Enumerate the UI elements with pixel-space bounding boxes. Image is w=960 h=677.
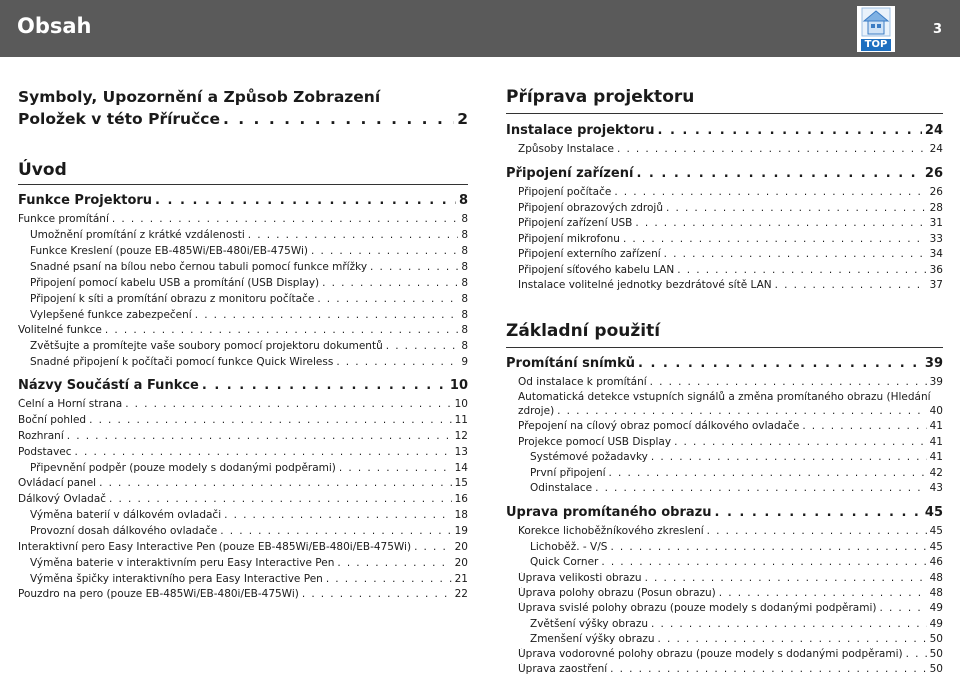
toc-entry[interactable]: Názvy Součástí a Funkce . . . 10 [18, 378, 468, 393]
toc-entry[interactable]: Dálkový Ovladač . . . 16 [18, 493, 468, 505]
toc-entry[interactable]: Odinstalace . . . 43 [530, 482, 943, 494]
toc-entry[interactable]: Instalace projektoru . . . 24 [506, 123, 943, 138]
toc-entry[interactable]: Provozní dosah dálkového ovladače . . . 19 [30, 525, 468, 537]
toc-entry[interactable]: Připojení zařízení USB . . . 31 [518, 217, 943, 229]
toc-entry[interactable]: Připojení externího zařízení . . . 34 [518, 248, 943, 260]
toc-entry[interactable]: Snadné psaní na bílou nebo černou tabuli pomocí funkce mřížky . . . 8 [30, 261, 468, 273]
page-title: Obsah [17, 14, 92, 38]
chapter-divider [506, 113, 943, 114]
toc-entry[interactable]: Zvětšení výšky obrazu . . . 49 [530, 618, 943, 630]
toc-entry[interactable]: Funkce Kreslení (pouze EB-485Wi/EB-480i/EB-475Wi) . . . 8 [30, 245, 468, 257]
toc-entry[interactable]: Snadné připojení k počítači pomocí funkce Quick Wireless . . . 9 [30, 356, 468, 368]
toc-entry[interactable]: Volitelné funkce . . . 8 [18, 324, 468, 336]
toc-entry[interactable]: Od instalace k promítání . . . 39 [518, 376, 943, 388]
top-button-label: TOP [861, 39, 891, 51]
page-number: 3 [932, 22, 942, 37]
home-icon [861, 7, 891, 37]
toc-entry[interactable]: Pouzdro na pero (pouze EB-485Wi/EB-480i/EB-475Wi) . . . 22 [18, 588, 468, 600]
toc-entry[interactable]: Instalace volitelné jednotky bezdrátové sítě LAN . . . 37 [518, 279, 943, 291]
toc-entry[interactable]: První připojení . . . 42 [530, 467, 943, 479]
toc-entry[interactable]: Umožnění promítání z krátké vzdálenosti . . . 8 [30, 229, 468, 241]
chapter-divider [18, 184, 468, 185]
toc-entry[interactable]: Položek v této Příručce . . . 2 [18, 110, 468, 128]
toc-entry[interactable]: Výměna baterie v interaktivním peru Easy Interactive Pen . . . 20 [30, 557, 468, 569]
toc-entry[interactable]: Symboly, Upozornění a Způsob Zobrazení [18, 88, 381, 106]
toc-entry[interactable]: Výměna špičky interaktivního pera Easy Interactive Pen . . . 21 [30, 573, 468, 585]
toc-entry[interactable]: Vylepšené funkce zabezpečení . . . 8 [30, 309, 468, 321]
toc-entry[interactable]: Výměna baterií v dálkovém ovladači . . . 18 [30, 509, 468, 521]
toc-entry[interactable]: Způsoby Instalace . . . 24 [518, 143, 943, 155]
toc-entry[interactable]: Úprava polohy obrazu (Posun obrazu) . . . 48 [518, 587, 943, 599]
toc-entry[interactable]: Úprava svislé polohy obrazu (pouze modely s dodanými podpěrami) . . . 49 [518, 602, 943, 614]
toc-entry[interactable]: Úprava promítaného obrazu . . . 45 [506, 505, 943, 520]
toc-entry[interactable]: Quick Corner . . . 46 [530, 556, 943, 568]
toc-entry[interactable]: Projekce pomocí USB Display . . . 41 [518, 436, 943, 448]
toc-entry[interactable]: Systémové požadavky . . . 41 [530, 451, 943, 463]
toc-entry[interactable]: Zmenšení výšky obrazu . . . 50 [530, 633, 943, 645]
toc-entry[interactable]: Čelní a Horní strana . . . 10 [18, 398, 468, 410]
toc-entry[interactable]: Připojení k síti a promítání obrazu z monitoru počítače . . . 8 [30, 293, 468, 305]
toc-entry[interactable]: zdroje) . . . 40 [518, 405, 943, 417]
toc-entry[interactable]: Úprava vodorovné polohy obrazu (pouze modely s dodanými podpěrami) . . . 50 [518, 648, 943, 660]
toc-entry[interactable]: Korekce lichoběžníkového zkreslení . . . 45 [518, 525, 943, 537]
toc-entry[interactable]: Lichoběž. - V/S . . . 45 [530, 541, 943, 553]
chapter-heading: Příprava projektoru [506, 87, 695, 107]
toc-entry[interactable]: Úprava velikosti obrazu . . . 48 [518, 572, 943, 584]
toc-entry[interactable]: Funkce Projektoru . . . 8 [18, 193, 468, 208]
toc-entry[interactable]: Připojení mikrofonu . . . 33 [518, 233, 943, 245]
chapter-divider [506, 347, 943, 348]
toc-entry[interactable]: Zvětšujte a promítejte vaše soubory pomocí projektoru dokumentů . . . 8 [30, 340, 468, 352]
toc-entry[interactable]: Připojení zařízení . . . 26 [506, 166, 943, 181]
toc-entry-line[interactable]: Automatická detekce vstupních signálů a změna promítaného obrazu (Hledání [518, 391, 931, 403]
chapter-heading: Základní použití [506, 321, 661, 341]
chapter-heading: Úvod [18, 160, 67, 180]
toc-entry[interactable]: Podstavec . . . 13 [18, 446, 468, 458]
toc-entry[interactable]: Připojení síťového kabelu LAN . . . 36 [518, 264, 943, 276]
toc-entry[interactable]: Přepojení na cílový obraz pomocí dálkového ovladače . . . 41 [518, 420, 943, 432]
toc-entry[interactable]: Boční pohled . . . 11 [18, 414, 468, 426]
top-button[interactable] [857, 6, 895, 52]
toc-entry[interactable]: Úprava zaostření . . . 50 [518, 663, 943, 675]
page-header [0, 0, 960, 57]
toc-entry[interactable]: Rozhraní . . . 12 [18, 430, 468, 442]
toc-entry[interactable]: Ovládací panel . . . 15 [18, 477, 468, 489]
toc-entry[interactable]: Připojení pomocí kabelu USB a promítání (USB Display) . . . 8 [30, 277, 468, 289]
toc-entry[interactable]: Promítání snímků . . . 39 [506, 356, 943, 371]
toc-entry[interactable]: Připojení obrazových zdrojů . . . 28 [518, 202, 943, 214]
toc-entry[interactable]: Interaktivní pero Easy Interactive Pen (pouze EB-485Wi/EB-480i/EB-475Wi) . . . 20 [18, 541, 468, 553]
toc-entry[interactable]: Připevnění podpěr (pouze modely s dodanými podpěrami) . . . 14 [30, 462, 468, 474]
toc-entry[interactable]: Připojení počítače . . . 26 [518, 186, 943, 198]
toc-entry[interactable]: Funkce promítání . . . 8 [18, 213, 468, 225]
